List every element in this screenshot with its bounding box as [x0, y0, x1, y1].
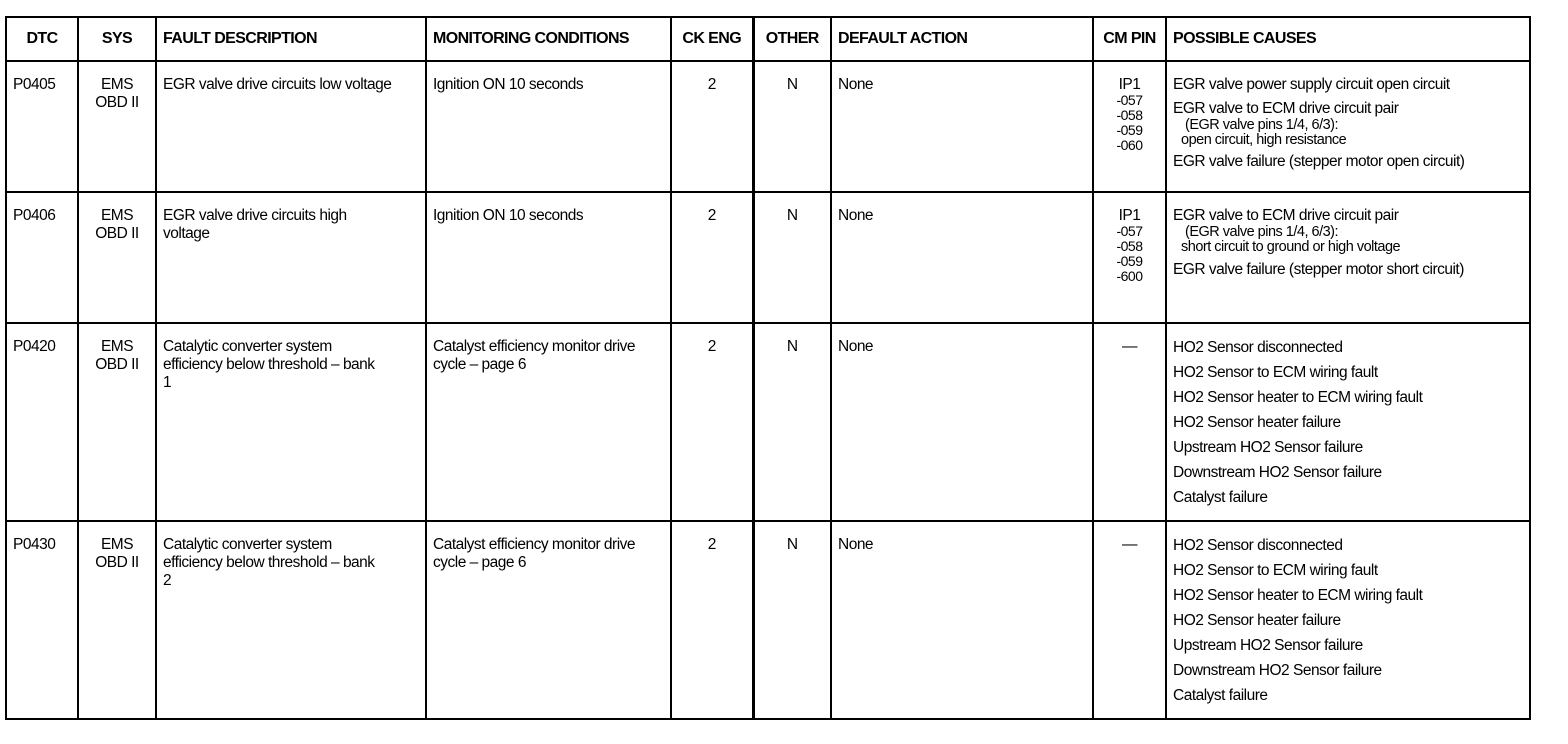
cause-item: HO2 Sensor to ECM wiring fault	[1173, 364, 1378, 381]
ck-eng-value: 2	[671, 61, 753, 192]
dtc-table	[5, 16, 1531, 720]
other-value: N	[753, 192, 831, 323]
cm-pin: -060	[1116, 137, 1143, 153]
header-default-action: DEFAULT ACTION	[831, 17, 1093, 61]
cm-pin: -058	[1116, 238, 1143, 254]
cm-pin-cell	[1093, 61, 1166, 192]
monitoring-conditions: Catalyst efficiency monitor drive cycle – page 6	[426, 323, 671, 521]
dtc-code: P0420	[6, 323, 78, 521]
monitoring-conditions: Ignition ON 10 seconds	[426, 61, 671, 192]
sys-cell	[78, 323, 156, 521]
monitoring-conditions: Catalyst efficiency monitor drive cycle – page 6	[426, 521, 671, 719]
ck-eng-value: 2	[671, 521, 753, 719]
cause-item: Downstream HO2 Sensor failure	[1173, 464, 1382, 481]
sys-cell	[78, 521, 156, 719]
other-value: N	[753, 521, 831, 719]
cause-item: HO2 Sensor heater failure	[1173, 612, 1341, 629]
sys-line: EMS	[100, 207, 134, 224]
sys-cell	[78, 192, 156, 323]
table-row	[6, 521, 1530, 719]
cause-item: Upstream HO2 Sensor failure	[1173, 637, 1363, 654]
cm-pin-value: —	[1093, 323, 1166, 521]
ck-eng-value: 2	[671, 192, 753, 323]
possible-causes	[1166, 192, 1530, 323]
dtc-code: P0405	[6, 61, 78, 192]
table-row	[6, 323, 1530, 521]
table-row	[6, 192, 1530, 323]
possible-causes	[1166, 521, 1530, 719]
cm-pin: -059	[1116, 253, 1143, 269]
sys-line: EMS	[100, 76, 134, 93]
possible-causes	[1166, 61, 1530, 192]
cm-pin: -059	[1116, 122, 1143, 138]
default-action: None	[831, 192, 1093, 323]
cm-pin: -057	[1116, 92, 1143, 108]
header-ck-eng: CK ENG	[671, 17, 753, 61]
cm-pin: -057	[1116, 223, 1143, 239]
default-action: None	[831, 61, 1093, 192]
header-cm-pin: CM PIN	[1093, 17, 1166, 61]
sys-line: OBD II	[95, 554, 139, 571]
possible-causes	[1166, 323, 1530, 521]
cm-pin-connector: IP1	[1118, 207, 1141, 224]
cause-item: Downstream HO2 Sensor failure	[1173, 662, 1382, 679]
cm-pin-list	[1116, 207, 1142, 284]
sys-line: OBD II	[95, 225, 139, 242]
cause-item: EGR valve power supply circuit open circuit	[1173, 76, 1450, 93]
cause-item: HO2 Sensor heater to ECM wiring fault	[1173, 389, 1423, 406]
default-action: None	[831, 323, 1093, 521]
header-sys: SYS	[78, 17, 156, 61]
cm-pin-cell	[1093, 192, 1166, 323]
header-dtc: DTC	[6, 17, 78, 61]
cm-pin: -600	[1116, 268, 1143, 284]
cause-item: HO2 Sensor heater failure	[1173, 414, 1341, 431]
cause-item: EGR valve failure (stepper motor open circuit)	[1173, 153, 1465, 170]
sys-line: OBD II	[95, 356, 139, 373]
cause-item: HO2 Sensor to ECM wiring fault	[1173, 562, 1378, 579]
sys-cell	[78, 61, 156, 192]
cause-item: HO2 Sensor disconnected	[1173, 537, 1343, 554]
header-fault-description: FAULT DESCRIPTION	[156, 17, 426, 61]
header-other: OTHER	[753, 17, 831, 61]
cause-item: EGR valve failure (stepper motor short circuit)	[1173, 261, 1464, 278]
dtc-code: P0430	[6, 521, 78, 719]
cm-pin-list	[1116, 76, 1142, 153]
ck-eng-value: 2	[671, 323, 753, 521]
header-possible-causes: POSSIBLE CAUSES	[1166, 17, 1530, 61]
other-value: N	[753, 323, 831, 521]
cause-detail: open circuit, high resistance	[1181, 132, 1347, 148]
cause-detail: short circuit to ground or high voltage	[1181, 239, 1401, 255]
cause-item: Catalyst failure	[1173, 687, 1268, 704]
sys-line: OBD II	[95, 94, 139, 111]
fault-description: Catalytic converter system efficiency below threshold – bank 1	[156, 323, 426, 521]
cause-item: HO2 Sensor disconnected	[1173, 339, 1343, 356]
table-row	[6, 61, 1530, 192]
sys-line: EMS	[100, 536, 134, 553]
other-value: N	[753, 61, 831, 192]
cause-detail: (EGR valve pins 1/4, 6/3):	[1185, 117, 1339, 133]
header-monitoring-conditions: MONITORING CONDITIONS	[426, 17, 671, 61]
cm-pin-connector: IP1	[1118, 76, 1141, 93]
monitoring-conditions: Ignition ON 10 seconds	[426, 192, 671, 323]
sys-line: EMS	[100, 338, 134, 355]
dtc-code: P0406	[6, 192, 78, 323]
fault-description: Catalytic converter system efficiency below threshold – bank 2	[156, 521, 426, 719]
cm-pin: -058	[1116, 107, 1143, 123]
cause-detail: (EGR valve pins 1/4, 6/3):	[1185, 224, 1339, 240]
fault-description: EGR valve drive circuits low voltage	[156, 61, 426, 192]
header-row	[6, 17, 1530, 61]
fault-description: EGR valve drive circuits high voltage	[156, 192, 426, 323]
cm-pin-value: —	[1093, 521, 1166, 719]
cause-item: Catalyst failure	[1173, 489, 1268, 506]
cause-item: HO2 Sensor heater to ECM wiring fault	[1173, 587, 1423, 604]
default-action: None	[831, 521, 1093, 719]
cause-item: Upstream HO2 Sensor failure	[1173, 439, 1363, 456]
cause-item: EGR valve to ECM drive circuit pair	[1173, 207, 1399, 224]
cause-item: EGR valve to ECM drive circuit pair	[1173, 100, 1399, 117]
